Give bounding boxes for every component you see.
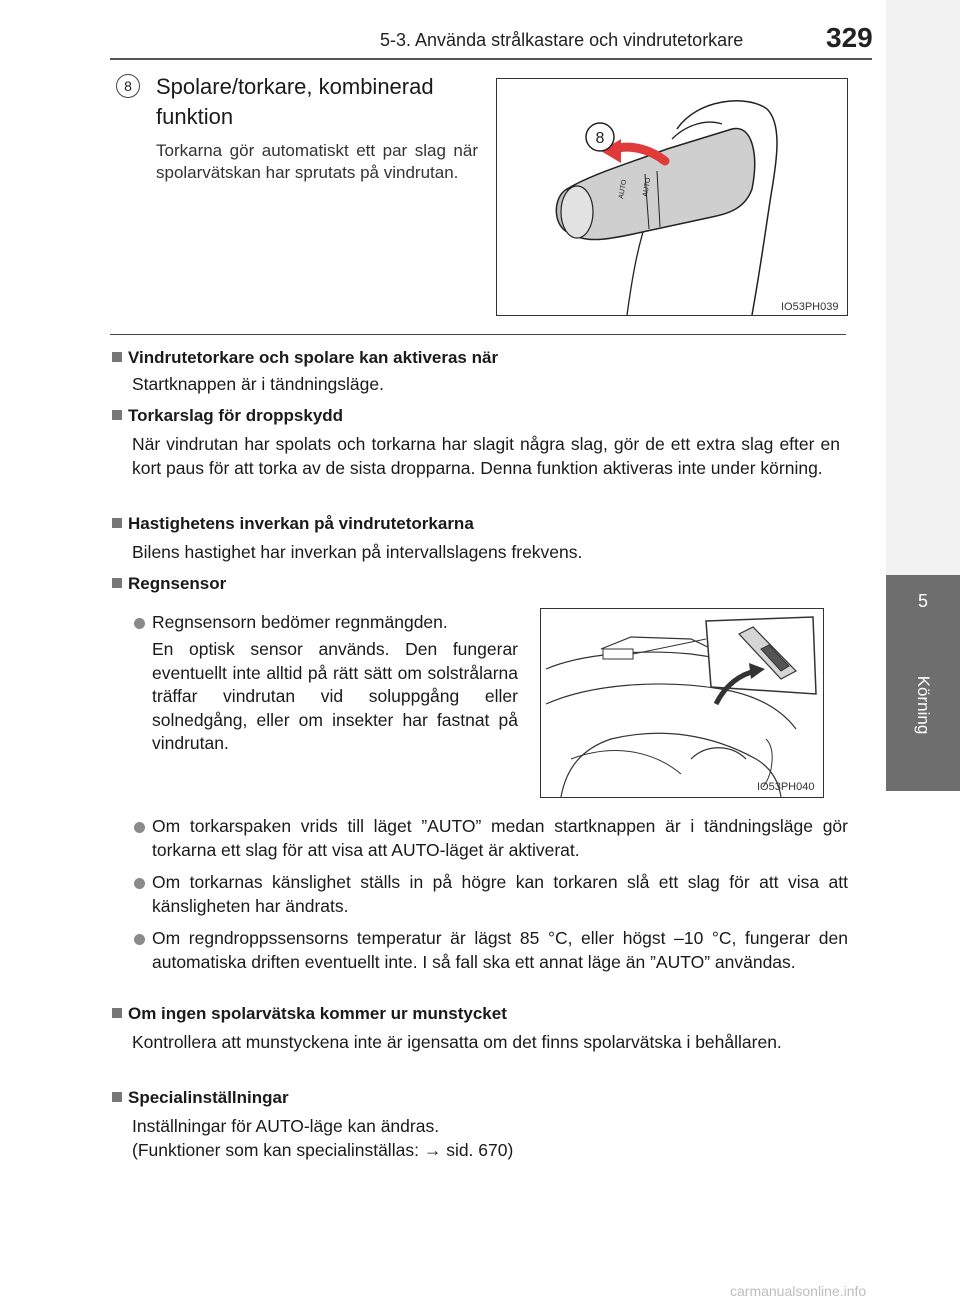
square-bullet-icon (112, 1008, 122, 1018)
chapter-label: Körning (914, 675, 933, 735)
chapter-tab (886, 575, 960, 791)
bullet-text: Om torkarnas känslighet ställs in på högre kan torkaren slå ett slag för att visa att känsligheten har ändrats. (152, 872, 848, 916)
bullet-text: Regnsensorn bedömer regnmängden. (152, 612, 448, 632)
section-rule (110, 334, 846, 335)
section-text: Inställningar för AUTO-läge kan ändras. (132, 1116, 440, 1136)
figure-code: IO53PH039 (781, 301, 839, 313)
chapter-number: 5 (917, 591, 928, 611)
svg-text:AUTO: AUTO (618, 179, 629, 200)
arrow-right-icon: → (423, 1140, 442, 1160)
section-text: Kontrollera att munstyckena inte är igensatta om det finns spolarvätska i behållaren. (132, 1032, 782, 1052)
watermark: carmanualsonline.info (730, 1283, 867, 1299)
car-windshield-illustration (541, 609, 823, 797)
square-bullet-icon (112, 578, 122, 588)
section-heading: Vindrutetorkare och spolare kan aktiveras när (112, 348, 498, 368)
section-text: När vindrutan har spolats och torkarna har slagit några slag, gör de ett extra slag efter en kort paus för att torka av de sista dropparna. Denna funktion aktiveras inte under körning. (132, 434, 840, 478)
chapter-label-box (906, 635, 940, 775)
square-bullet-icon (112, 518, 122, 528)
side-margin-strip (886, 0, 960, 575)
step-number-badge: 8 (116, 74, 140, 98)
round-bullet-icon (134, 934, 145, 945)
section-heading: Hastighetens inverkan på vindrutetorkarna (112, 514, 474, 534)
figure-callout-number: 8 (595, 130, 605, 147)
section-heading: Torkarslag för droppskydd (112, 406, 343, 426)
round-bullet-icon (134, 878, 145, 889)
wiper-lever-figure (496, 78, 848, 316)
step-title: Spolare/torkare, kombinerad funktion (156, 74, 434, 129)
bullet-text: Om torkarspaken vrids till läget ”AUTO” medan startknappen är i tändningsläge gör torkarna ett slag för att visa att AUTO-läget är aktiverat. (152, 816, 848, 860)
running-header: 5-3. Använda strålkastare och vindrutetorkare (380, 30, 744, 50)
svg-text:AUTO: AUTO (642, 177, 653, 198)
round-bullet-icon (134, 618, 145, 629)
section-heading: Om ingen spolarvätska kommer ur munstycket (112, 1004, 507, 1024)
step-description: Torkarna gör automatiskt ett par slag när spolarvätskan har sprutats på vindrutan. (156, 141, 478, 182)
wiper-lever-illustration (497, 79, 847, 315)
page-number: 329 (826, 22, 873, 53)
section-text: Startknappen är i tändningsläge. (132, 374, 384, 394)
bullet-detail: En optisk sensor används. Den fungerar eventuellt inte alltid på rätt sätt om solstrålarna träffar vindrutan vid soluppgång eller solnedgång, eller om insekter har fastnat på vindrutan. (152, 639, 518, 753)
header-rule (110, 58, 872, 60)
section-heading: Specialinställningar (112, 1088, 289, 1108)
bullet-text: Om regndroppssensorns temperatur är lägst 85 °C, eller högst –10 °C, fungerar den automatiska driften eventuellt inte. I så fall ska ett annat läge än ”AUTO” användas. (152, 928, 848, 972)
page-reference: (Funktioner som kan specialinställas: → sid. 670) (132, 1140, 514, 1160)
section-text: Bilens hastighet har inverkan på intervallslagens frekvens. (132, 542, 583, 562)
rain-sensor-figure (540, 608, 824, 798)
section-heading: Regnsensor (112, 574, 226, 594)
figure-code: IO53PH040 (757, 781, 815, 793)
round-bullet-icon (134, 822, 145, 833)
square-bullet-icon (112, 352, 122, 362)
square-bullet-icon (112, 1092, 122, 1102)
square-bullet-icon (112, 410, 122, 420)
